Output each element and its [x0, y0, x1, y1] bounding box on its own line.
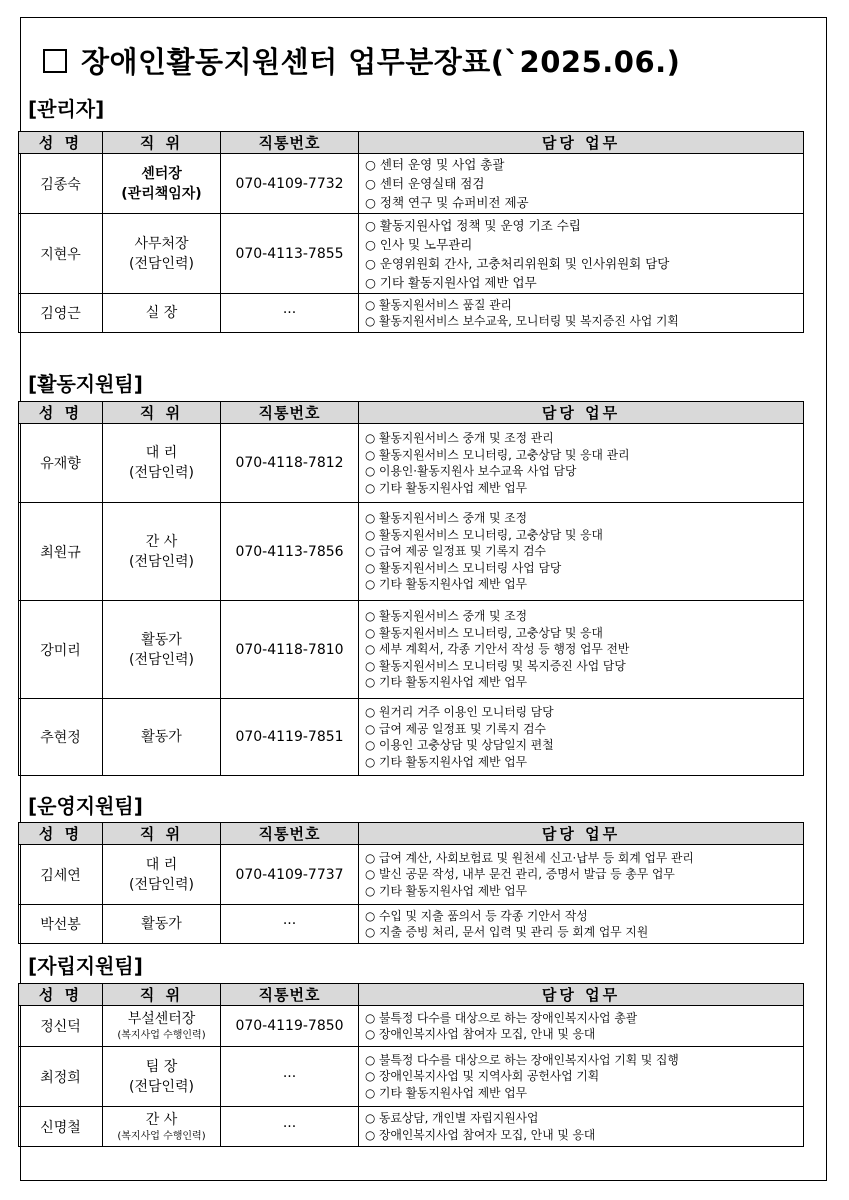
- duty-item: ○ 장애인복지사업 참여자 모집, 안내 및 응대: [365, 1127, 596, 1142]
- position-title: 활동가: [141, 729, 182, 745]
- duty-item: ○ 활동지원서비스 중개 및 조정: [365, 609, 528, 624]
- staff-duties: [359, 214, 804, 294]
- position-subtitle: (관리책임자): [121, 185, 202, 202]
- position-subtitle: (전담인력): [128, 876, 195, 893]
- duty-item: ○ 기타 활동지원사업 제반 업무: [365, 480, 528, 495]
- header-phone: 직통번호: [221, 823, 359, 845]
- table-row: [19, 1107, 804, 1147]
- position-title: 팀 장: [145, 1058, 178, 1075]
- staff-phone: 070-4118-7812: [221, 424, 359, 503]
- staff-position: [103, 1006, 221, 1047]
- staff-duties: [359, 1107, 804, 1147]
- duty-item: ○ 이용인·활동지원사 보수교육 사업 담당: [365, 464, 577, 478]
- position-title: 대 리: [145, 856, 178, 873]
- position-title: 센터장: [141, 165, 182, 182]
- duty-item: ○ 활동지원서비스 중개 및 조정 관리: [365, 431, 554, 445]
- section-title: [활동지원팀]: [28, 372, 143, 396]
- table-row: [19, 601, 804, 699]
- table-header-row: [19, 402, 804, 424]
- staff-duties: [359, 294, 804, 333]
- duty-item: ○ 활동지원서비스 모니터링, 고충상담 및 응대 관리: [365, 447, 630, 462]
- header-duties: 담당 업무: [359, 823, 804, 845]
- staff-name: 최원규: [19, 503, 103, 601]
- staff-position: [103, 424, 221, 503]
- staff-name: 정신덕: [19, 1006, 103, 1047]
- header-position: 직 위: [103, 132, 221, 154]
- duty-item: ○ 활동지원서비스 보수교육, 모니터링 및 복지증진 사업 기획: [365, 314, 679, 328]
- header-position: 직 위: [103, 402, 221, 424]
- duty-item: ○ 활동지원서비스 모니터링, 고충상담 및 응대: [365, 625, 603, 640]
- position-title: 간 사: [145, 533, 178, 550]
- position-title: 활동가: [141, 916, 182, 932]
- staff-phone: 070-4118-7810: [221, 601, 359, 699]
- table-row: [19, 845, 804, 905]
- table-row: [19, 214, 804, 294]
- duty-item: ○ 기타 활동지원사업 제반 업무: [365, 675, 528, 690]
- staff-duties: [359, 154, 804, 214]
- position-title: 실 장: [145, 305, 178, 321]
- duty-item: ○ 기타 활동지원사업 제반 업무: [365, 274, 537, 290]
- position-subtitle: (복지사업 수행인력): [117, 1030, 206, 1041]
- page-title-text: 장애인활동지원센터 업무분장표(`2025.06.): [81, 45, 681, 79]
- staff-duties: [359, 1006, 804, 1047]
- section-title: [자립지원팀]: [28, 954, 143, 978]
- position-subtitle: (전담인력): [128, 1078, 195, 1095]
- duty-item: ○ 이용인 고충상담 및 상담일지 편철: [365, 738, 554, 752]
- staff-phone: 070-4109-7737: [221, 845, 359, 905]
- staff-phone: 070-4113-7856: [221, 503, 359, 601]
- table-header-row: [19, 132, 804, 154]
- duty-item: ○ 기타 활동지원사업 제반 업무: [365, 754, 528, 769]
- duty-item: ○ 급여 제공 일정표 및 기록지 검수: [365, 721, 546, 736]
- position-title: 부설센터장: [127, 1011, 196, 1027]
- table-row: [19, 503, 804, 601]
- duty-item: ○ 기타 활동지원사업 제반 업무: [365, 577, 528, 592]
- header-duties: 담당 업무: [359, 984, 804, 1006]
- staff-duties: [359, 699, 804, 776]
- staff-phone: ···: [221, 1047, 359, 1107]
- staff-name: 김영근: [19, 294, 103, 333]
- header-phone: 직통번호: [221, 132, 359, 154]
- header-duties: 담당 업무: [359, 132, 804, 154]
- staff-table: [18, 401, 804, 776]
- duty-item: ○ 동료상담, 개인별 자립지원사업: [365, 1111, 539, 1125]
- staff-name: 신명철: [19, 1107, 103, 1147]
- staff-duties: [359, 845, 804, 905]
- table-row: [19, 699, 804, 776]
- duty-item: ○ 활동지원서비스 중개 및 조정: [365, 511, 528, 526]
- staff-position: [103, 1047, 221, 1107]
- position-title: 간 사: [145, 1111, 178, 1128]
- duty-item: ○ 급여 제공 일정표 및 기록지 검수: [365, 544, 546, 559]
- staff-table: [18, 983, 804, 1147]
- position-title: 대 리: [145, 445, 178, 461]
- staff-phone: 070-4119-7851: [221, 699, 359, 776]
- staff-name: 최정희: [19, 1047, 103, 1107]
- table-row: [19, 1006, 804, 1047]
- header-phone: 직통번호: [221, 984, 359, 1006]
- duty-item: ○ 불특정 다수를 대상으로 하는 장애인복지사업 기획 및 집행: [365, 1052, 679, 1067]
- staff-position: [103, 214, 221, 294]
- staff-position: [103, 845, 221, 905]
- position-subtitle: (전담인력): [128, 651, 195, 668]
- duty-item: ○ 정책 연구 및 슈퍼비전 제공: [365, 195, 529, 210]
- duty-item: ○ 운영위원회 간사, 고충처리위원회 및 인사위원회 담당: [365, 255, 670, 271]
- position-subtitle: (복지사업 수행인력): [117, 1130, 206, 1142]
- staff-name: 김세연: [19, 845, 103, 905]
- position-title: 활동가: [141, 631, 182, 648]
- staff-duties: [359, 601, 804, 699]
- staff-name: 추현정: [19, 699, 103, 776]
- staff-phone: 070-4119-7850: [221, 1006, 359, 1047]
- page-title: [21, 40, 828, 81]
- staff-duties: [359, 503, 804, 601]
- staff-name: 김종숙: [19, 154, 103, 214]
- table-row: [19, 154, 804, 214]
- duty-item: ○ 장애인복지사업 참여자 모집, 안내 및 응대: [365, 1027, 596, 1041]
- staff-position: [103, 601, 221, 699]
- duty-item: ○ 센터 운영실태 점검: [365, 176, 485, 191]
- staff-phone: ···: [221, 905, 359, 944]
- header-position: 직 위: [103, 984, 221, 1006]
- staff-name: 지현우: [19, 214, 103, 294]
- section-title: [운영지원팀]: [28, 794, 143, 818]
- staff-name: 강미리: [19, 601, 103, 699]
- header-position: 직 위: [103, 823, 221, 845]
- duty-item: ○ 불특정 다수를 대상으로 하는 장애인복지사업 총괄: [365, 1010, 638, 1025]
- duty-item: ○ 발신 공문 작성, 내부 문건 관리, 증명서 발급 등 총무 업무: [365, 867, 675, 882]
- staff-position: [103, 294, 221, 333]
- duty-item: ○ 활동지원서비스 모니터링 사업 담당: [365, 560, 562, 575]
- position-subtitle: (전담인력): [128, 553, 195, 570]
- duty-item: ○ 원거리 거주 이용인 모니터링 담당: [365, 705, 554, 719]
- staff-position: [103, 1107, 221, 1147]
- table-header-row: [19, 984, 804, 1006]
- staff-table: [18, 822, 804, 944]
- header-name: 성 명: [19, 823, 103, 845]
- staff-position: [103, 503, 221, 601]
- staff-duties: [359, 905, 804, 944]
- duty-item: ○ 세부 계획서, 각종 기안서 작성 등 행정 업무 전반: [365, 642, 630, 657]
- duty-item: ○ 장애인복지사업 및 지역사회 공헌사업 기획: [365, 1069, 600, 1084]
- table-row: [19, 905, 804, 944]
- duty-item: ○ 활동지원서비스 모니터링 및 복지증진 사업 담당: [365, 658, 626, 673]
- staff-name: 박선봉: [19, 905, 103, 944]
- duty-item: ○ 급여 계산, 사회보험료 및 원천세 신고·납부 등 회계 업무 관리: [365, 850, 694, 865]
- duty-item: ○ 기타 활동지원사업 제반 업무: [365, 1085, 528, 1100]
- table-row: [19, 294, 804, 333]
- staff-phone: ···: [221, 1107, 359, 1147]
- header-duties: 담당 업무: [359, 402, 804, 424]
- header-name: 성 명: [19, 132, 103, 154]
- duty-item: ○ 센터 운영 및 사업 총괄: [365, 157, 505, 172]
- duty-item: ○ 지출 증빙 처리, 문서 입력 및 관리 등 회계 업무 지원: [365, 925, 649, 939]
- staff-table: [18, 131, 804, 333]
- position-subtitle: (전담인력): [128, 255, 195, 272]
- staff-phone: 070-4109-7732: [221, 154, 359, 214]
- duty-item: ○ 수입 및 지출 품의서 등 각종 기안서 작성: [365, 908, 588, 923]
- header-name: 성 명: [19, 984, 103, 1006]
- staff-phone: 070-4113-7855: [221, 214, 359, 294]
- staff-phone: ···: [221, 294, 359, 333]
- position-subtitle: (전담인력): [128, 465, 195, 481]
- section-title: [관리자]: [28, 97, 105, 121]
- table-row: [19, 1047, 804, 1107]
- staff-position: [103, 905, 221, 944]
- checkbox-square-icon: [43, 49, 67, 73]
- duty-item: ○ 활동지원사업 정책 및 운영 기조 수립: [365, 217, 581, 233]
- staff-duties: [359, 424, 804, 503]
- staff-position: [103, 699, 221, 776]
- duty-item: ○ 기타 활동지원사업 제반 업무: [365, 883, 528, 898]
- duty-item: ○ 활동지원서비스 품질 관리: [365, 297, 512, 312]
- table-header-row: [19, 823, 804, 845]
- duty-item: ○ 활동지원서비스 모니터링, 고충상담 및 응대: [365, 527, 603, 542]
- staff-position: [103, 154, 221, 214]
- duty-item: ○ 인사 및 노무관리: [365, 236, 473, 252]
- header-phone: 직통번호: [221, 402, 359, 424]
- staff-name: 유재향: [19, 424, 103, 503]
- staff-duties: [359, 1047, 804, 1107]
- position-title: 사무처장: [134, 235, 189, 252]
- header-name: 성 명: [19, 402, 103, 424]
- table-row: [19, 424, 804, 503]
